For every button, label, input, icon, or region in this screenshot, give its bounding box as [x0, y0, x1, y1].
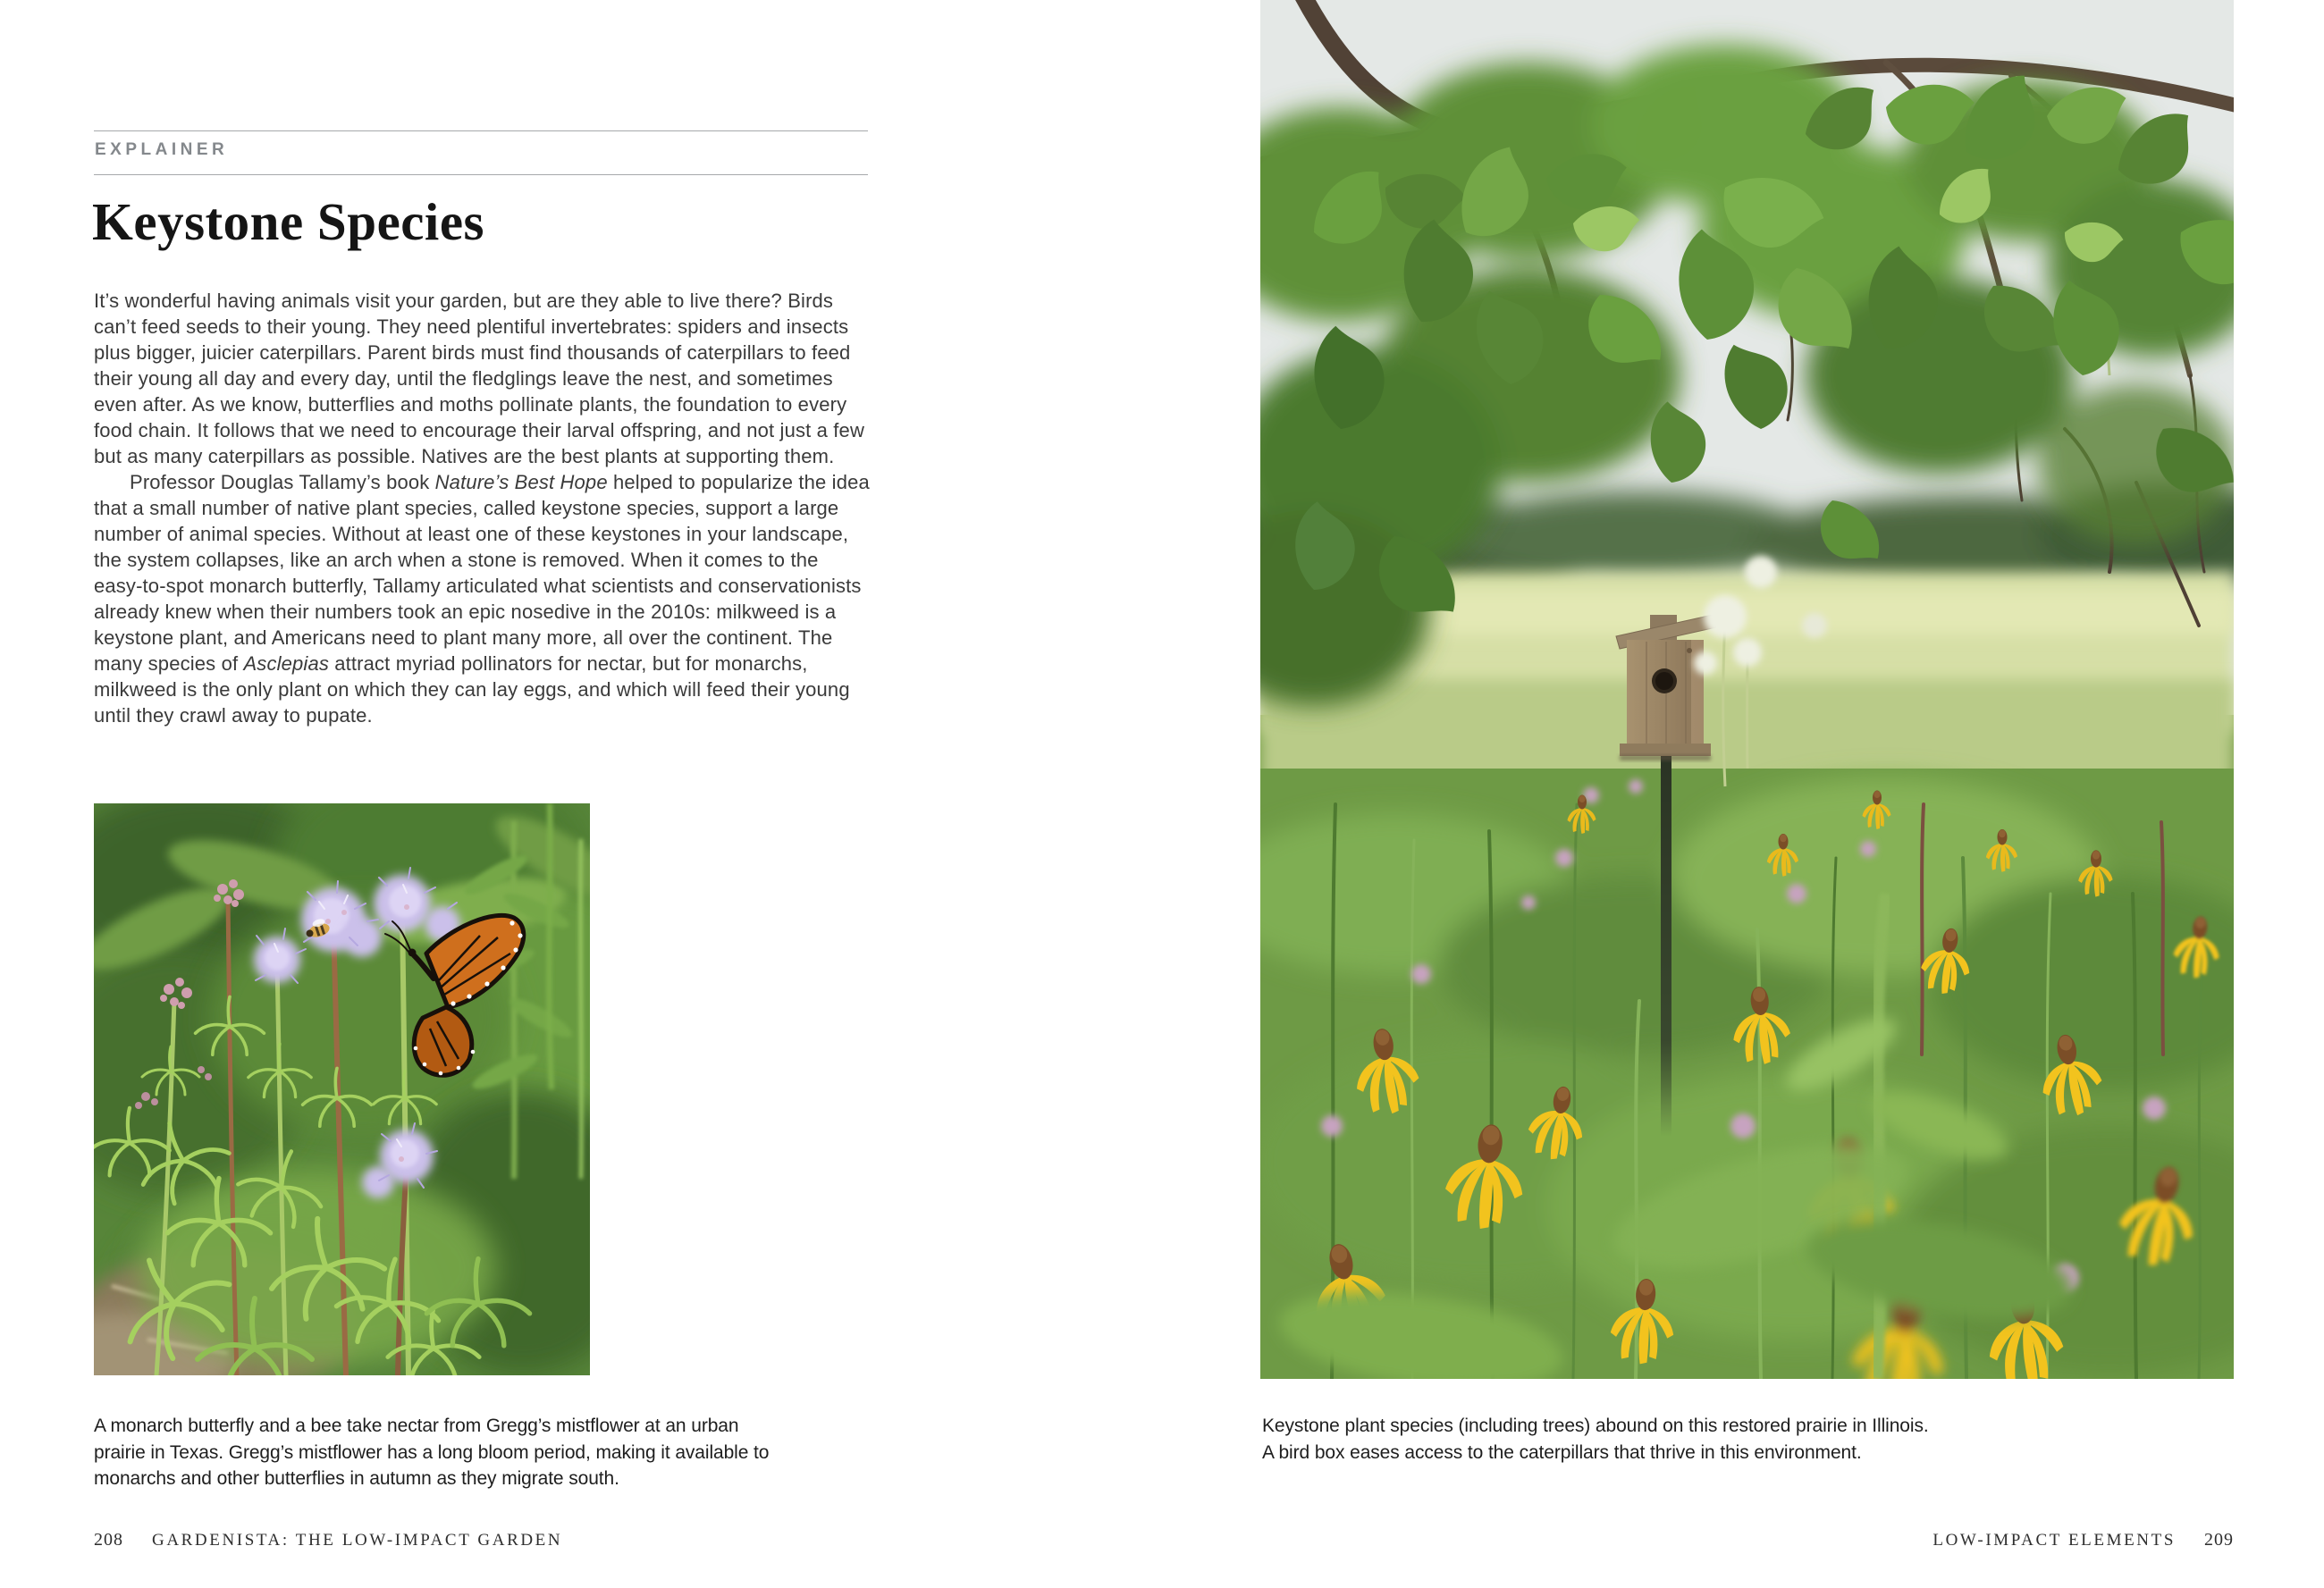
running-head-right: LOW-IMPACT ELEMENTS	[1932, 1531, 2176, 1550]
photo-caption-right: Keystone plant species (including trees) abound on this restored prairie in Illinois. A bird box eases access to the caterpillars that thrive in this environment.	[1262, 1416, 1929, 1463]
kicker-rule-top	[94, 130, 868, 131]
photo-monarch-on-mistflower	[94, 803, 590, 1375]
photo-prairie-illustration	[1260, 0, 2234, 1379]
page-title: Keystone Species	[92, 192, 484, 251]
photo-prairie-bird-box	[1260, 0, 2234, 1379]
running-head-left: GARDENISTA: THE LOW-IMPACT GARDEN	[152, 1531, 563, 1550]
footer-right	[1932, 1530, 2234, 1550]
body-paragraph-2: Professor Douglas Tallamy’s book Nature’s Best Hope helped to popularize the idea that a small number of native plant species, called keystone species, support a large number of animal species. Without at least one of these keystones in your landscape, the system collapses, like an arch when a stone is removed. When it comes to the easy-to-spot monarch butterfly, Tallamy articulated what scientists and conservationists already knew when their numbers took an epic nosedive in the 2010s: milkweed is a keystone plant, and Americans need to plant many more, all over the continent. The many species of Asclepias attract myriad pollinators for nectar, but for monarchs, milkweed is the only plant on which they can lay eggs, and which will feed their young until they crawl away to pupate.	[94, 471, 870, 727]
body-text	[94, 288, 870, 728]
kicker-label: EXPLAINER	[95, 140, 229, 159]
kicker-rule-bottom	[94, 174, 868, 175]
page-number-left: 208	[94, 1530, 123, 1550]
photo-caption-left: A monarch butterfly and a bee take nectar from Gregg’s mistflower at an urban prairie in Texas. Gregg’s mistflower has a long bloom period, making it available to monarchs and other butterflies in autumn as they migrate south.	[94, 1416, 770, 1489]
photo-monarch-illustration	[94, 803, 590, 1375]
footer-left	[94, 1530, 562, 1550]
page-number-right: 209	[2204, 1530, 2234, 1550]
bird-box-pole	[1661, 752, 1671, 1137]
body-paragraph-1: It’s wonderful having animals visit your garden, but are they able to live there? Birds can’t feed seeds to their young. They need plentiful invertebrates: spiders and insects plus bigger, juicier caterpillars. Parent birds must find thousands of caterpillars to feed their young all day and every day, until the fledglings leave the nest, and sometimes even after. As we know, butterflies and moths pollinate plants, the foundation to every food chain. It follows that we need to encourage their larval offspring, and not just a few but as many caterpillars as possible. Natives are the best plants at supporting them.	[94, 290, 864, 467]
